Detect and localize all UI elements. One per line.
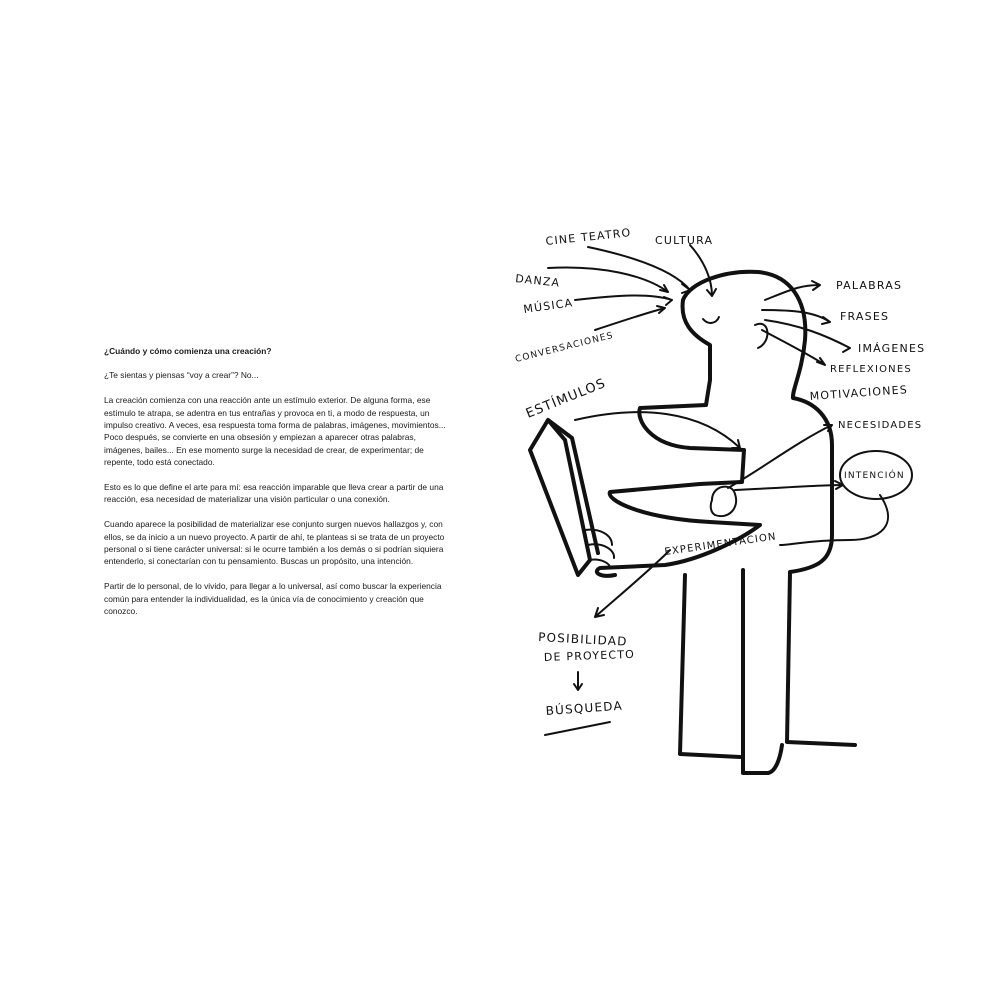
label-danza: DANZA bbox=[514, 272, 561, 290]
label-intencion: INTENCIÓN bbox=[844, 471, 905, 481]
arrow-posibilidad bbox=[595, 550, 670, 617]
label-cine-teatro: CINE TEATRO bbox=[544, 226, 633, 248]
label-experimentacion: EXPERIMENTACION bbox=[663, 531, 778, 558]
arrow-experimentacion bbox=[780, 495, 888, 545]
arrow-conversaciones bbox=[595, 306, 665, 330]
label-imagenes: IMÁGENES bbox=[858, 342, 926, 355]
arrow-estimulos bbox=[575, 412, 740, 448]
arrow-reflexiones bbox=[762, 330, 825, 365]
arrow-busqueda bbox=[574, 672, 582, 690]
label-posibilidad: POSIBILIDAD bbox=[537, 630, 628, 649]
label-cultura: CULTURA bbox=[655, 234, 714, 247]
arrow-musica bbox=[575, 295, 672, 305]
label-de-proyecto: DE PROYECTO bbox=[543, 647, 636, 664]
heart-shape bbox=[711, 487, 736, 517]
article-heading: ¿Cuándo y cómo comienza una creación? bbox=[104, 346, 272, 356]
label-busqueda: BÚSQUEDA bbox=[545, 698, 624, 718]
paragraph: ¿Te sientas y piensas “voy a crear”? No... bbox=[104, 370, 259, 381]
figure-outline bbox=[597, 272, 855, 773]
label-necesidades: NECESIDADES bbox=[838, 420, 923, 431]
book bbox=[530, 420, 598, 575]
paragraph: La creación comienza con una reacción ante un estímulo exterior. De alguna forma, ese estímulo te atrapa, se adentra en tus entrañas y provoca en ti, a modo de respuesta, un impulso creativo. A veces, esa respuesta toma forma de palabras, imágenes, movimientos... Poco después, se convierte en una obsesión y empiezan a aparecer otras palabras, imágenes, bailes... En ese momento surge la necesidad de crear, de experimentar; de repente, todo está conectado. bbox=[104, 395, 446, 468]
label-conversaciones: CONVERSACIONES bbox=[514, 330, 615, 365]
closed-eye bbox=[703, 317, 719, 323]
paragraph: Esto es lo que define el arte para mí: esa reacción imparable que lleva crear a partir de una reacción, esa necesidad de materializar una visión particular o una conexión. bbox=[104, 482, 444, 505]
label-frases: FRASES bbox=[840, 310, 890, 323]
paragraph: Cuando aparece la posibilidad de materializar ese conjunto surgen nuevos hallazgos y, con ellos, se da inicio a un nuevo proyecto. A partir de ahí, te planteas si se trata de un proyecto personal o si tiene carácter universal: si le ocurre también a los demás o si podrían siquiera entenderlo, si conectarían con tu pensamiento. Buscas un propósito, una intención. bbox=[104, 519, 445, 567]
arrow-imagenes bbox=[765, 320, 850, 352]
ear bbox=[755, 324, 767, 348]
label-palabras: PALABRAS bbox=[836, 279, 903, 292]
label-estimulos: ESTÍMULOS bbox=[523, 375, 609, 422]
label-musica: MÚSICA bbox=[522, 296, 575, 316]
label-motivaciones: MOTIVACIONES bbox=[809, 383, 909, 403]
arrow-intencion bbox=[735, 481, 843, 490]
label-reflexiones: REFLEXIONES bbox=[830, 364, 912, 375]
busqueda-underline bbox=[545, 722, 610, 735]
paragraph: Partir de lo personal, de lo vivido, para llegar a lo universal, así como buscar la experiencia común para entender la individualidad, es la única vía de conocimiento y creación que conozco. bbox=[104, 581, 442, 617]
arrow-danza bbox=[548, 267, 668, 292]
